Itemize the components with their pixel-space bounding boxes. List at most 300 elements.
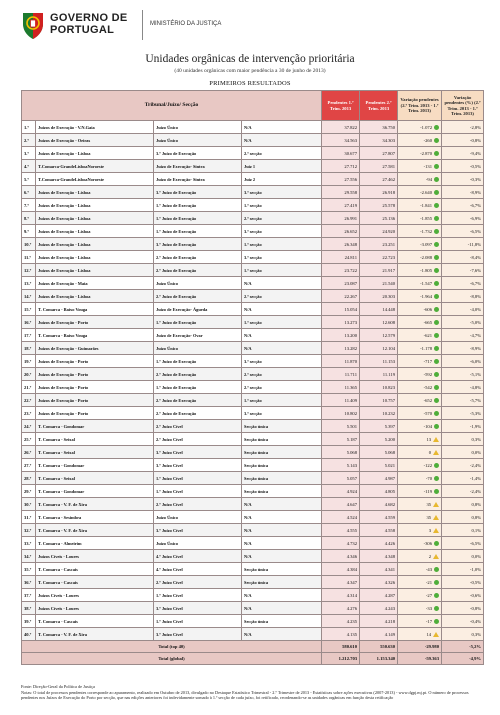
cell-p2-value: 4.287 [384, 592, 396, 598]
table-row [22, 238, 484, 251]
cell-tribunal [36, 303, 154, 316]
cell-tribunal-value: Juízos de Execução - Porto [38, 358, 89, 364]
cell-var-value: 35 [426, 501, 432, 507]
status-decrease-icon [434, 385, 439, 390]
cell-p1 [322, 251, 360, 264]
page-title: Unidades orgânicas de intervenção prioritária [145, 53, 355, 65]
cell-p2 [360, 563, 398, 576]
cell-p2 [360, 628, 398, 641]
cell-var-value: -1.841 [420, 202, 433, 208]
cell-var-value: -131 [423, 163, 433, 169]
cell-tribunal [36, 212, 154, 225]
cell-num-value: 17.º [24, 332, 32, 338]
cell-p1-value: 27.556 [344, 176, 358, 182]
table-row [22, 186, 484, 199]
cell-juizo-value: 3.º Juízo Cível [156, 527, 183, 533]
cell-p2-value: 4.558 [384, 527, 396, 533]
cell-tribunal-value: T. Comarca - Seixal [38, 436, 75, 442]
column-header-tribunal: Tribunal/Juízo/ Secção [22, 91, 322, 121]
cell-p1 [322, 225, 360, 238]
cell-varp-value: -2,4% [469, 462, 482, 468]
cell-var [398, 433, 442, 446]
cell-tribunal-value: Juízos de Execução - Maia [38, 280, 88, 286]
cell-p1-value: 4.314 [346, 592, 358, 598]
total-p2: 550.630 [360, 641, 398, 653]
cell-tribunal [36, 290, 154, 303]
table-header-row [22, 91, 484, 121]
cell-var [398, 147, 442, 160]
cell-num [22, 537, 36, 550]
cell-seccao-value: N/A [244, 631, 252, 637]
table-row [22, 225, 484, 238]
cell-varp-value: 0,0% [471, 553, 482, 559]
cell-num-value: 11.º [24, 254, 32, 260]
cell-seccao-value: 3.ª secção [244, 189, 262, 195]
cell-p2 [360, 368, 398, 381]
cell-juizo-value: 1.º Juízo Cível [156, 488, 183, 494]
cell-tribunal-value: T. Comarca - Cascais [38, 566, 78, 572]
cell-seccao-value: N/A [244, 540, 252, 546]
cell-varp [442, 563, 484, 576]
table-row [22, 394, 484, 407]
total-p1: 1.212.703 [322, 653, 360, 665]
cell-p2 [360, 472, 398, 485]
cell-var [398, 121, 442, 134]
cell-juizo [154, 407, 242, 420]
table-row [22, 199, 484, 212]
cell-seccao [242, 394, 322, 407]
cell-num-value: 19.º [24, 358, 32, 364]
status-warning-icon [433, 554, 439, 559]
cell-varp [442, 173, 484, 186]
cell-tribunal [36, 576, 154, 589]
cell-var-value: -665 [423, 319, 433, 325]
cell-varp [442, 186, 484, 199]
cell-p1 [322, 277, 360, 290]
cell-p1 [322, 485, 360, 498]
cell-var-value: 13 [426, 436, 432, 442]
status-warning-icon [433, 502, 439, 507]
status-warning-icon [433, 528, 439, 533]
table-row [22, 160, 484, 173]
cell-seccao-value: 2.ª secção [244, 150, 262, 156]
cell-num [22, 147, 36, 160]
cell-p2-value: 4.987 [384, 475, 396, 481]
cell-num [22, 511, 36, 524]
cell-tribunal-value: Juízos de Execução - Lisboa [38, 215, 91, 221]
cell-p1 [322, 303, 360, 316]
table-row [22, 511, 484, 524]
cell-seccao [242, 459, 322, 472]
cell-var [398, 173, 442, 186]
cell-juizo-value: 2.º Juízo Cível [156, 579, 183, 585]
cell-tribunal-value: Juízos de Execução - Lisboa [38, 228, 91, 234]
cell-tribunal-value: T. Comarca - Baixo Vouga [38, 306, 88, 312]
cell-juizo [154, 238, 242, 251]
cell-varp [442, 394, 484, 407]
cell-tribunal [36, 264, 154, 277]
cell-p2-value: 23.251 [382, 241, 396, 247]
cell-tribunal [36, 615, 154, 628]
cell-varp-value: -0,5% [469, 579, 482, 585]
cell-p1-value: 4.135 [346, 631, 358, 637]
cell-var-value: -1.805 [420, 267, 433, 273]
cell-seccao [242, 407, 322, 420]
cell-num-value: 23.º [24, 410, 32, 416]
cell-num-value: 26.º [24, 449, 32, 455]
cell-var-value: 0 [428, 449, 432, 455]
table-row [22, 602, 484, 615]
cell-seccao [242, 277, 322, 290]
total-var: -29.980 [398, 641, 442, 653]
status-decrease-icon [434, 268, 439, 273]
cell-p2 [360, 186, 398, 199]
cell-juizo-value: Juízo Único [156, 345, 179, 351]
cell-var-value: -717 [423, 358, 433, 364]
cell-tribunal [36, 277, 154, 290]
table-row [22, 563, 484, 576]
cell-seccao-value: 1.ª secção [244, 397, 262, 403]
cell-p2 [360, 537, 398, 550]
total-label: Total (top 40) [22, 641, 322, 653]
cell-seccao-value: Juiz 2 [244, 176, 256, 182]
cell-p1-value: 30.677 [344, 150, 358, 156]
cell-tribunal [36, 498, 154, 511]
cell-varp [442, 368, 484, 381]
cell-num-value: 13.º [24, 280, 32, 286]
cell-p2 [360, 147, 398, 160]
cell-tribunal [36, 628, 154, 641]
cell-p2-value: 5.068 [384, 449, 396, 455]
cell-varp [442, 303, 484, 316]
table-row [22, 381, 484, 394]
cell-var-value: -570 [423, 410, 433, 416]
cell-p2 [360, 329, 398, 342]
cell-p2-value: 21.917 [382, 267, 396, 273]
cell-juizo [154, 173, 242, 186]
cell-p2-value: 12.608 [382, 319, 396, 325]
cell-var [398, 615, 442, 628]
cell-varp-value: -8,4% [469, 254, 482, 260]
cell-p2 [360, 134, 398, 147]
cell-num-value: 1.º [24, 124, 29, 130]
cell-seccao-value: N/A [244, 592, 252, 598]
cell-p2-value: 25.578 [382, 202, 396, 208]
cell-tribunal-value: Juízos de Execução - Lisboa [38, 293, 91, 299]
cell-varp [442, 459, 484, 472]
cell-p1 [322, 589, 360, 602]
cell-var-value: -94 [425, 176, 433, 182]
cell-tribunal [36, 173, 154, 186]
cell-p2-value: 21.540 [382, 280, 396, 286]
cell-tribunal [36, 550, 154, 563]
cell-varp [442, 589, 484, 602]
cell-seccao-value: 3.ª secção [244, 358, 262, 364]
cell-varp [442, 433, 484, 446]
cell-p1-value: 4.555 [346, 527, 358, 533]
cell-p2-value: 5.200 [384, 436, 396, 442]
cell-seccao [242, 628, 322, 641]
cell-num-value: 10.º [24, 241, 32, 247]
cell-p1-value: 5.187 [346, 436, 358, 442]
cell-var [398, 407, 442, 420]
cell-seccao-value: N/A [244, 514, 252, 520]
cell-seccao [242, 498, 322, 511]
cell-p1-value: 15.054 [344, 306, 358, 312]
cell-p1-value: 29.558 [344, 189, 358, 195]
cell-num [22, 199, 36, 212]
cell-p2-value: 36.750 [382, 124, 396, 130]
status-decrease-icon [434, 203, 439, 208]
cell-juizo [154, 160, 242, 173]
cell-var-value: 2 [428, 553, 432, 559]
cell-var [398, 498, 442, 511]
column-header-variation: Variação pendentes (2.º Trim. 2013 - 1.º Trim. 2013) [398, 91, 442, 121]
cell-juizo-value: 2.º Juízo de Execução [156, 293, 197, 299]
cell-varp-value: -0,3% [469, 176, 482, 182]
cell-juizo [154, 511, 242, 524]
cell-num [22, 290, 36, 303]
cell-num-value: 31.º [24, 514, 32, 520]
cell-seccao [242, 576, 322, 589]
cell-varp-value: -4,0% [469, 306, 482, 312]
status-decrease-icon [434, 411, 439, 416]
cell-juizo-value: Juízo Único [156, 137, 179, 143]
cell-seccao-value: 1.ª secção [244, 319, 262, 325]
cell-juizo [154, 485, 242, 498]
cell-num [22, 628, 36, 641]
cell-p1 [322, 576, 360, 589]
cell-var-value: -119 [423, 488, 433, 494]
cell-var [398, 472, 442, 485]
source-text: Fonte: Direção-Geral da Política de Justiça [21, 684, 95, 689]
cell-varp [442, 160, 484, 173]
cell-p1-value: 11.711 [344, 371, 358, 377]
cell-p1 [322, 160, 360, 173]
cell-var-value: -43 [425, 566, 433, 572]
status-decrease-icon [434, 580, 439, 585]
cell-seccao [242, 446, 322, 459]
status-warning-icon [433, 437, 439, 442]
status-decrease-icon [434, 567, 439, 572]
table-row [22, 576, 484, 589]
cell-p1-value: 23.722 [344, 267, 358, 273]
cell-var [398, 420, 442, 433]
cell-p1 [322, 355, 360, 368]
cell-varp-value: -5,0% [469, 319, 482, 325]
cell-varp [442, 420, 484, 433]
cell-var [398, 225, 442, 238]
cell-seccao-value: N/A [244, 332, 252, 338]
cell-p2-value: 20.303 [382, 293, 396, 299]
cell-num-value: 21.º [24, 384, 32, 390]
cell-var [398, 290, 442, 303]
cell-p1-value: 4.647 [346, 501, 358, 507]
cell-juizo-value: 4.º Juízo Cível [156, 566, 183, 572]
cell-juizo-value: 2.º Juízo de Execução [156, 410, 197, 416]
cell-p2 [360, 511, 398, 524]
status-decrease-icon [434, 151, 439, 156]
cell-juizo [154, 199, 242, 212]
cell-p1-value: 4.276 [346, 605, 358, 611]
cell-p2 [360, 485, 398, 498]
priority-units-table [21, 90, 484, 665]
total-p2: 1.153.340 [360, 653, 398, 665]
cell-juizo-value: 2.º Juízo de Execução [156, 397, 197, 403]
cell-p1 [322, 537, 360, 550]
cell-var [398, 342, 442, 355]
cell-p1 [322, 173, 360, 186]
cell-tribunal [36, 238, 154, 251]
cell-p1 [322, 264, 360, 277]
cell-seccao-value: 1.ª secção [244, 267, 262, 273]
cell-p1 [322, 628, 360, 641]
cell-varp-value: -2,4% [469, 488, 482, 494]
cell-num [22, 355, 36, 368]
cell-tribunal-value: Juízos de Execução - Lisboa [38, 189, 91, 195]
cell-tribunal-value: T.Comarca-GrandeLisboaNoroeste [38, 176, 104, 182]
cell-p1-value: 4.235 [346, 618, 358, 624]
cell-varp-value: 0,8% [471, 501, 482, 507]
cell-juizo-value: 3.º Juízo Cível [156, 605, 183, 611]
cell-p1-value: 34.563 [344, 137, 358, 143]
cell-tribunal-value: T. Comarca - V. F. de Xira [38, 527, 87, 533]
cell-var [398, 602, 442, 615]
cell-varp-value: -0,8% [469, 605, 482, 611]
table-row [22, 485, 484, 498]
cell-p1 [322, 446, 360, 459]
cell-varp [442, 355, 484, 368]
cell-p1 [322, 368, 360, 381]
cell-p2-value: 14.448 [382, 306, 396, 312]
cell-seccao [242, 420, 322, 433]
cell-num [22, 433, 36, 446]
cell-num-value: 25.º [24, 436, 32, 442]
cell-juizo [154, 550, 242, 563]
status-decrease-icon [434, 359, 439, 364]
cell-juizo-value: 3.º Juízo Cível [156, 462, 183, 468]
cell-juizo-value: 2.º Juízo Cível [156, 423, 183, 429]
cell-var-value: -606 [423, 306, 433, 312]
cell-seccao [242, 134, 322, 147]
cell-num [22, 420, 36, 433]
status-decrease-icon [434, 177, 439, 182]
cell-tribunal [36, 511, 154, 524]
cell-p2 [360, 342, 398, 355]
cell-num [22, 186, 36, 199]
cell-p1 [322, 238, 360, 251]
cell-seccao-value: Secção única [244, 423, 269, 429]
cell-var-value: -1.855 [420, 215, 433, 221]
cell-num [22, 498, 36, 511]
status-decrease-icon [434, 489, 439, 494]
total-label: Total (global) [22, 653, 322, 665]
cell-juizo-value: 2.º Juízo de Execução [156, 254, 197, 260]
cell-num-value: 8.º [24, 215, 29, 221]
cell-tribunal [36, 368, 154, 381]
cell-varp [442, 550, 484, 563]
status-decrease-icon [434, 619, 439, 624]
cell-p1-value: 5.057 [346, 475, 358, 481]
cell-varp-value: -6,7% [469, 202, 482, 208]
cell-varp-value: -8,9% [469, 189, 482, 195]
cell-tribunal-value: T. Comarca - V. F. de Xira [38, 631, 87, 637]
cell-p1-value: 5.501 [346, 423, 358, 429]
cell-seccao [242, 355, 322, 368]
table-row [22, 342, 484, 355]
cell-p1 [322, 316, 360, 329]
cell-p2 [360, 212, 398, 225]
cell-juizo-value: 1.º Juízo de Execução [156, 319, 197, 325]
cell-seccao [242, 147, 322, 160]
cell-tribunal-value: T. Comarca - Cascais [38, 618, 78, 624]
cell-varp [442, 264, 484, 277]
cell-juizo [154, 134, 242, 147]
cell-p1 [322, 186, 360, 199]
cell-p1 [322, 407, 360, 420]
cell-seccao [242, 589, 322, 602]
cell-varp-value: -5,1% [469, 371, 482, 377]
cell-varp [442, 225, 484, 238]
cell-var-value: -2.640 [420, 189, 433, 195]
cell-var-value: -1.964 [420, 293, 433, 299]
cell-seccao-value: N/A [244, 553, 252, 559]
cell-p2 [360, 615, 398, 628]
status-decrease-icon [434, 372, 439, 377]
cell-juizo [154, 433, 242, 446]
cell-juizo-value: 4.º Juízo Cível [156, 553, 183, 559]
status-decrease-icon [434, 294, 439, 299]
cell-tribunal-value: Juízos de Execução - Lisboa [38, 202, 91, 208]
cell-varp [442, 342, 484, 355]
column-header-variation-pct: Variação pendentes (%) (2.º Trim. 2013 - 1.º Trim. 2013) [442, 91, 484, 121]
cell-juizo-value: 1.º Juízo Cível [156, 618, 183, 624]
cell-seccao [242, 329, 322, 342]
table-row [22, 303, 484, 316]
cell-num [22, 160, 36, 173]
cell-juizo-value: Juízo de Execução- Sintra [156, 163, 205, 169]
table-row [22, 589, 484, 602]
cell-tribunal-value: Juízos de Execução - Porto [38, 319, 89, 325]
cell-p2 [360, 589, 398, 602]
cell-var [398, 459, 442, 472]
table-row [22, 498, 484, 511]
status-decrease-icon [434, 190, 439, 195]
cell-seccao-value: 2.ª secção [244, 215, 262, 221]
cell-p1-value: 27.419 [344, 202, 358, 208]
cell-varp-value: -1,4% [469, 475, 482, 481]
cell-varp-value: -4,7% [469, 332, 482, 338]
cell-var [398, 576, 442, 589]
cell-var [398, 537, 442, 550]
ministry-name: MINISTÉRIO DA JUSTIÇA [150, 21, 222, 27]
cell-juizo-value: 2.º Juízo de Execução [156, 267, 197, 273]
cell-num [22, 303, 36, 316]
cell-var [398, 186, 442, 199]
cell-var [398, 212, 442, 225]
cell-seccao [242, 121, 322, 134]
cell-varp [442, 212, 484, 225]
cell-num-value: 29.º [24, 488, 32, 494]
cell-p2-value: 24.920 [382, 228, 396, 234]
cell-num [22, 121, 36, 134]
cell-seccao-value: 3.ª secção [244, 228, 262, 234]
cell-seccao [242, 303, 322, 316]
cell-num [22, 173, 36, 186]
cell-seccao-value: N/A [244, 345, 252, 351]
cell-p2 [360, 199, 398, 212]
cell-var-value: -1.178 [420, 345, 433, 351]
